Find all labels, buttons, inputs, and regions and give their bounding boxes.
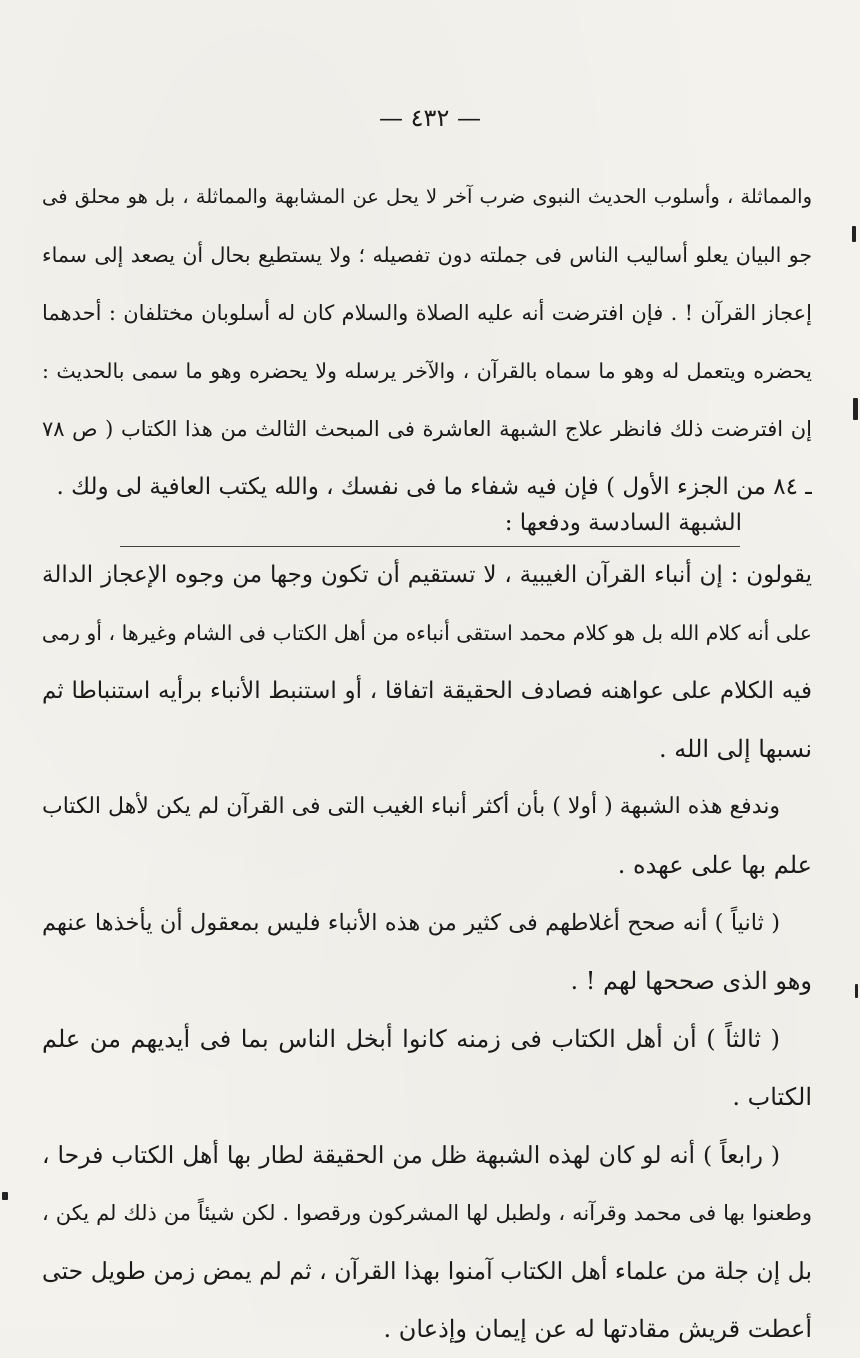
text-line: يحضره ويتعمل له وهو ما سماه بالقرآن ، والآخر يرسله ولا يحضره وهو ما سمى بالحديث : (42, 359, 812, 383)
text-line: نسبها إلى الله . (659, 735, 812, 763)
paragraph-block-2 (42, 546, 812, 1358)
text-line: بل إن جلة من علماء أهل الكتاب آمنوا بهذا القرآن ، ثم لم يمض زمن طويل حتى (42, 1257, 812, 1285)
text-line: الكتاب . (732, 1083, 812, 1111)
paragraph-block-1 (42, 168, 812, 516)
text-line: إن افترضت ذلك فانظر علاج الشبهة العاشرة فى المبحث الثالث من هذا الكتاب ( ص ٧٨ (42, 417, 812, 441)
scan-margin-mark (855, 984, 858, 998)
text-line: وطعنوا بها فى محمد وقرآنه ، ولطبل لها المشركون ورقصوا . لكن شيئاً من ذلك لم يكن ، (42, 1201, 812, 1225)
text-line: علم بها على عهده . (617, 851, 812, 879)
text-line: وندفع هذه الشبهة ( أولا ) بأن أكثر أنباء الغيب التى فى القرآن لم يكن لأهل الكتاب (42, 794, 780, 819)
text-line: إعجاز القرآن ! . فإن افترضت أنه عليه الصلاة والسلام كان له أسلوبان مختلفان : أحدهما (42, 301, 812, 325)
scan-margin-mark (853, 398, 858, 420)
scan-margin-mark (852, 226, 856, 242)
text-line: ـ ٨٤ من الجزء الأول ) فإن فيه شفاء ما فى نفسك ، والله يكتب العافية لى ولك . (56, 474, 812, 500)
text-line: فيه الكلام على عواهنه فصادف الحقيقة اتفاقا ، أو استنبط الأنباء برأيه استنباطا ثم (42, 678, 812, 704)
text-line: يقولون : إن أنباء القرآن الغيبية ، لا تستقيم أن تكون وجها من وجوه الإعجاز الدالة (42, 562, 812, 588)
text-line: ( ثانياً ) أنه صحح أغلاطهم فى كثير من هذه الأنباء فليس بمعقول أن يأخذها عنهم (42, 910, 781, 936)
page-number: — ٤٣٢ — (379, 104, 481, 132)
text-line: والمماثلة ، وأسلوب الحديث النبوى ضرب آخر لا يحل عن المشابهة والمماثلة ، بل هو محلق فى (42, 185, 812, 208)
text-line: على أنه كلام الله بل هو كلام محمد استقى أنباءه من أهل الكتاب فى الشام وغيرها ، أو رمى (42, 621, 812, 645)
section-heading: الشبهة السادسة ودفعها : (504, 510, 742, 536)
text-line: ( ثالثاً ) أن أهل الكتاب فى زمنه كانوا أبخل الناس بما فى أيديهم من علم (42, 1025, 780, 1053)
text-line: أعطت قريش مقادتها له عن إيمان وإذعان . (383, 1315, 812, 1343)
scan-margin-mark (2, 1192, 8, 1200)
text-line: وهو الذى صححها لهم ! . (570, 967, 812, 995)
text-line: ( رابعاً ) أنه لو كان لهذه الشبهة ظل من الحقيقة لطار بها أهل الكتاب فرحا ، (42, 1141, 780, 1169)
text-line: جو البيان يعلو أساليب الناس فى جملته دون تفصيله ؛ ولا يستطيع بحال أن يصعد إلى سماء (42, 243, 812, 267)
